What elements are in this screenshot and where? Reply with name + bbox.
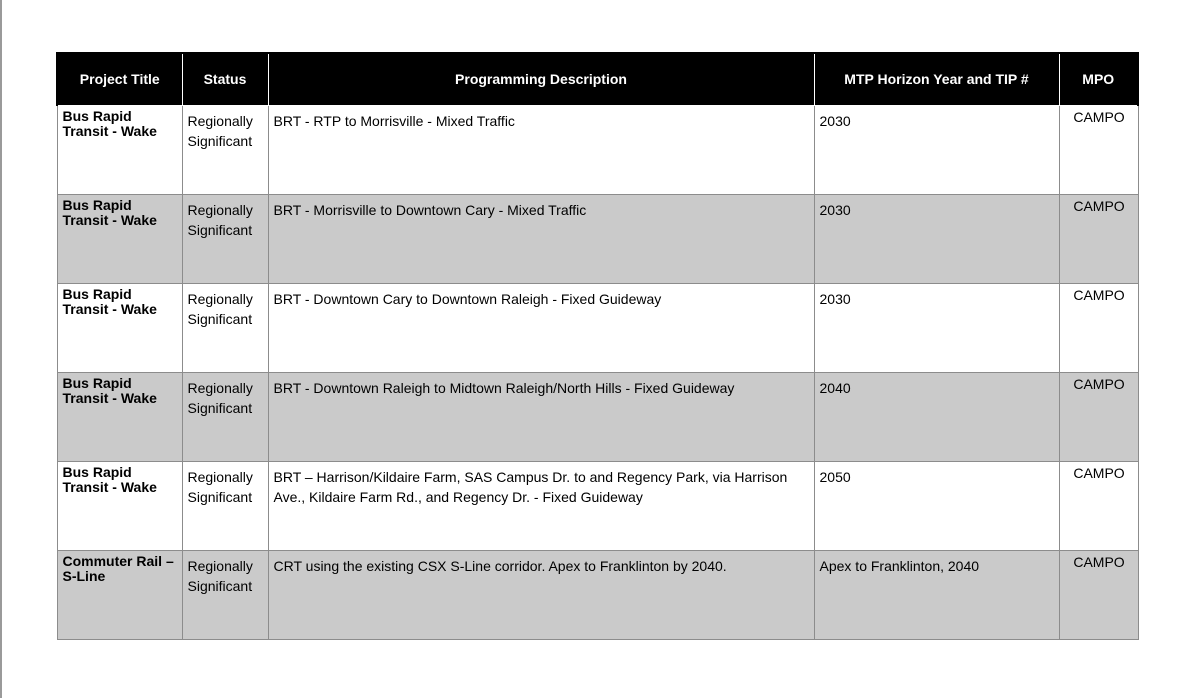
cell-status: Regionally Significant: [182, 372, 268, 461]
cell-status: Regionally Significant: [182, 105, 268, 194]
header-programming-description: Programming Description: [268, 53, 814, 105]
project-title-text: Bus Rapid Transit - Wake: [62, 374, 157, 406]
cell-description: BRT - Downtown Raleigh to Midtown Raleigh/North Hills - Fixed Guideway: [268, 372, 814, 461]
cell-project-title: [57, 105, 182, 194]
header-status: Status: [182, 53, 268, 105]
cell-horizon: 2050: [814, 461, 1059, 550]
cell-mpo: CAMPO: [1059, 550, 1138, 639]
cell-mpo: CAMPO: [1059, 194, 1138, 283]
cell-horizon: 2030: [814, 283, 1059, 372]
cell-mpo: CAMPO: [1059, 372, 1138, 461]
cell-status: Regionally Significant: [182, 550, 268, 639]
cell-mpo: CAMPO: [1059, 283, 1138, 372]
cell-horizon: 2040: [814, 372, 1059, 461]
cell-status: Regionally Significant: [182, 461, 268, 550]
cell-status: Regionally Significant: [182, 283, 268, 372]
cell-project-title: [57, 550, 182, 639]
cell-mpo: CAMPO: [1059, 105, 1138, 194]
cell-horizon: Apex to Franklinton, 2040: [814, 550, 1059, 639]
header-mpo: MPO: [1059, 53, 1138, 105]
cell-project-title: [57, 194, 182, 283]
project-title-text: Bus Rapid Transit - Wake: [62, 196, 157, 228]
project-title-text: Bus Rapid Transit - Wake: [62, 285, 157, 317]
header-mtp-horizon: MTP Horizon Year and TIP #: [814, 53, 1059, 105]
cell-status: Regionally Significant: [182, 194, 268, 283]
header-row: [57, 53, 1138, 105]
project-title-text: Commuter Rail – S-Line: [62, 552, 174, 584]
table-row: [57, 105, 1138, 194]
cell-description: CRT using the existing CSX S-Line corridor. Apex to Franklinton by 2040.: [268, 550, 814, 639]
cell-project-title: [57, 372, 182, 461]
table-row: [57, 372, 1138, 461]
projects-table: [56, 52, 1139, 640]
cell-mpo: CAMPO: [1059, 461, 1138, 550]
cell-description: BRT - Morrisville to Downtown Cary - Mixed Traffic: [268, 194, 814, 283]
cell-description: BRT – Harrison/Kildaire Farm, SAS Campus Dr. to and Regency Park, via Harrison Ave., Kildaire Farm Rd., and Regency Dr. - Fixed Guideway: [268, 461, 814, 550]
table-row: [57, 461, 1138, 550]
table-row: [57, 550, 1138, 639]
table-row: [57, 194, 1138, 283]
header-project-title: Project Title: [57, 53, 182, 105]
cell-description: BRT - RTP to Morrisville - Mixed Traffic: [268, 105, 814, 194]
project-title-text: Bus Rapid Transit - Wake: [62, 107, 157, 139]
cell-project-title: [57, 461, 182, 550]
cell-horizon: 2030: [814, 194, 1059, 283]
table-row: [57, 283, 1138, 372]
cell-project-title: [57, 283, 182, 372]
cell-description: BRT - Downtown Cary to Downtown Raleigh - Fixed Guideway: [268, 283, 814, 372]
project-title-text: Bus Rapid Transit - Wake: [62, 463, 157, 495]
cell-horizon: 2030: [814, 105, 1059, 194]
